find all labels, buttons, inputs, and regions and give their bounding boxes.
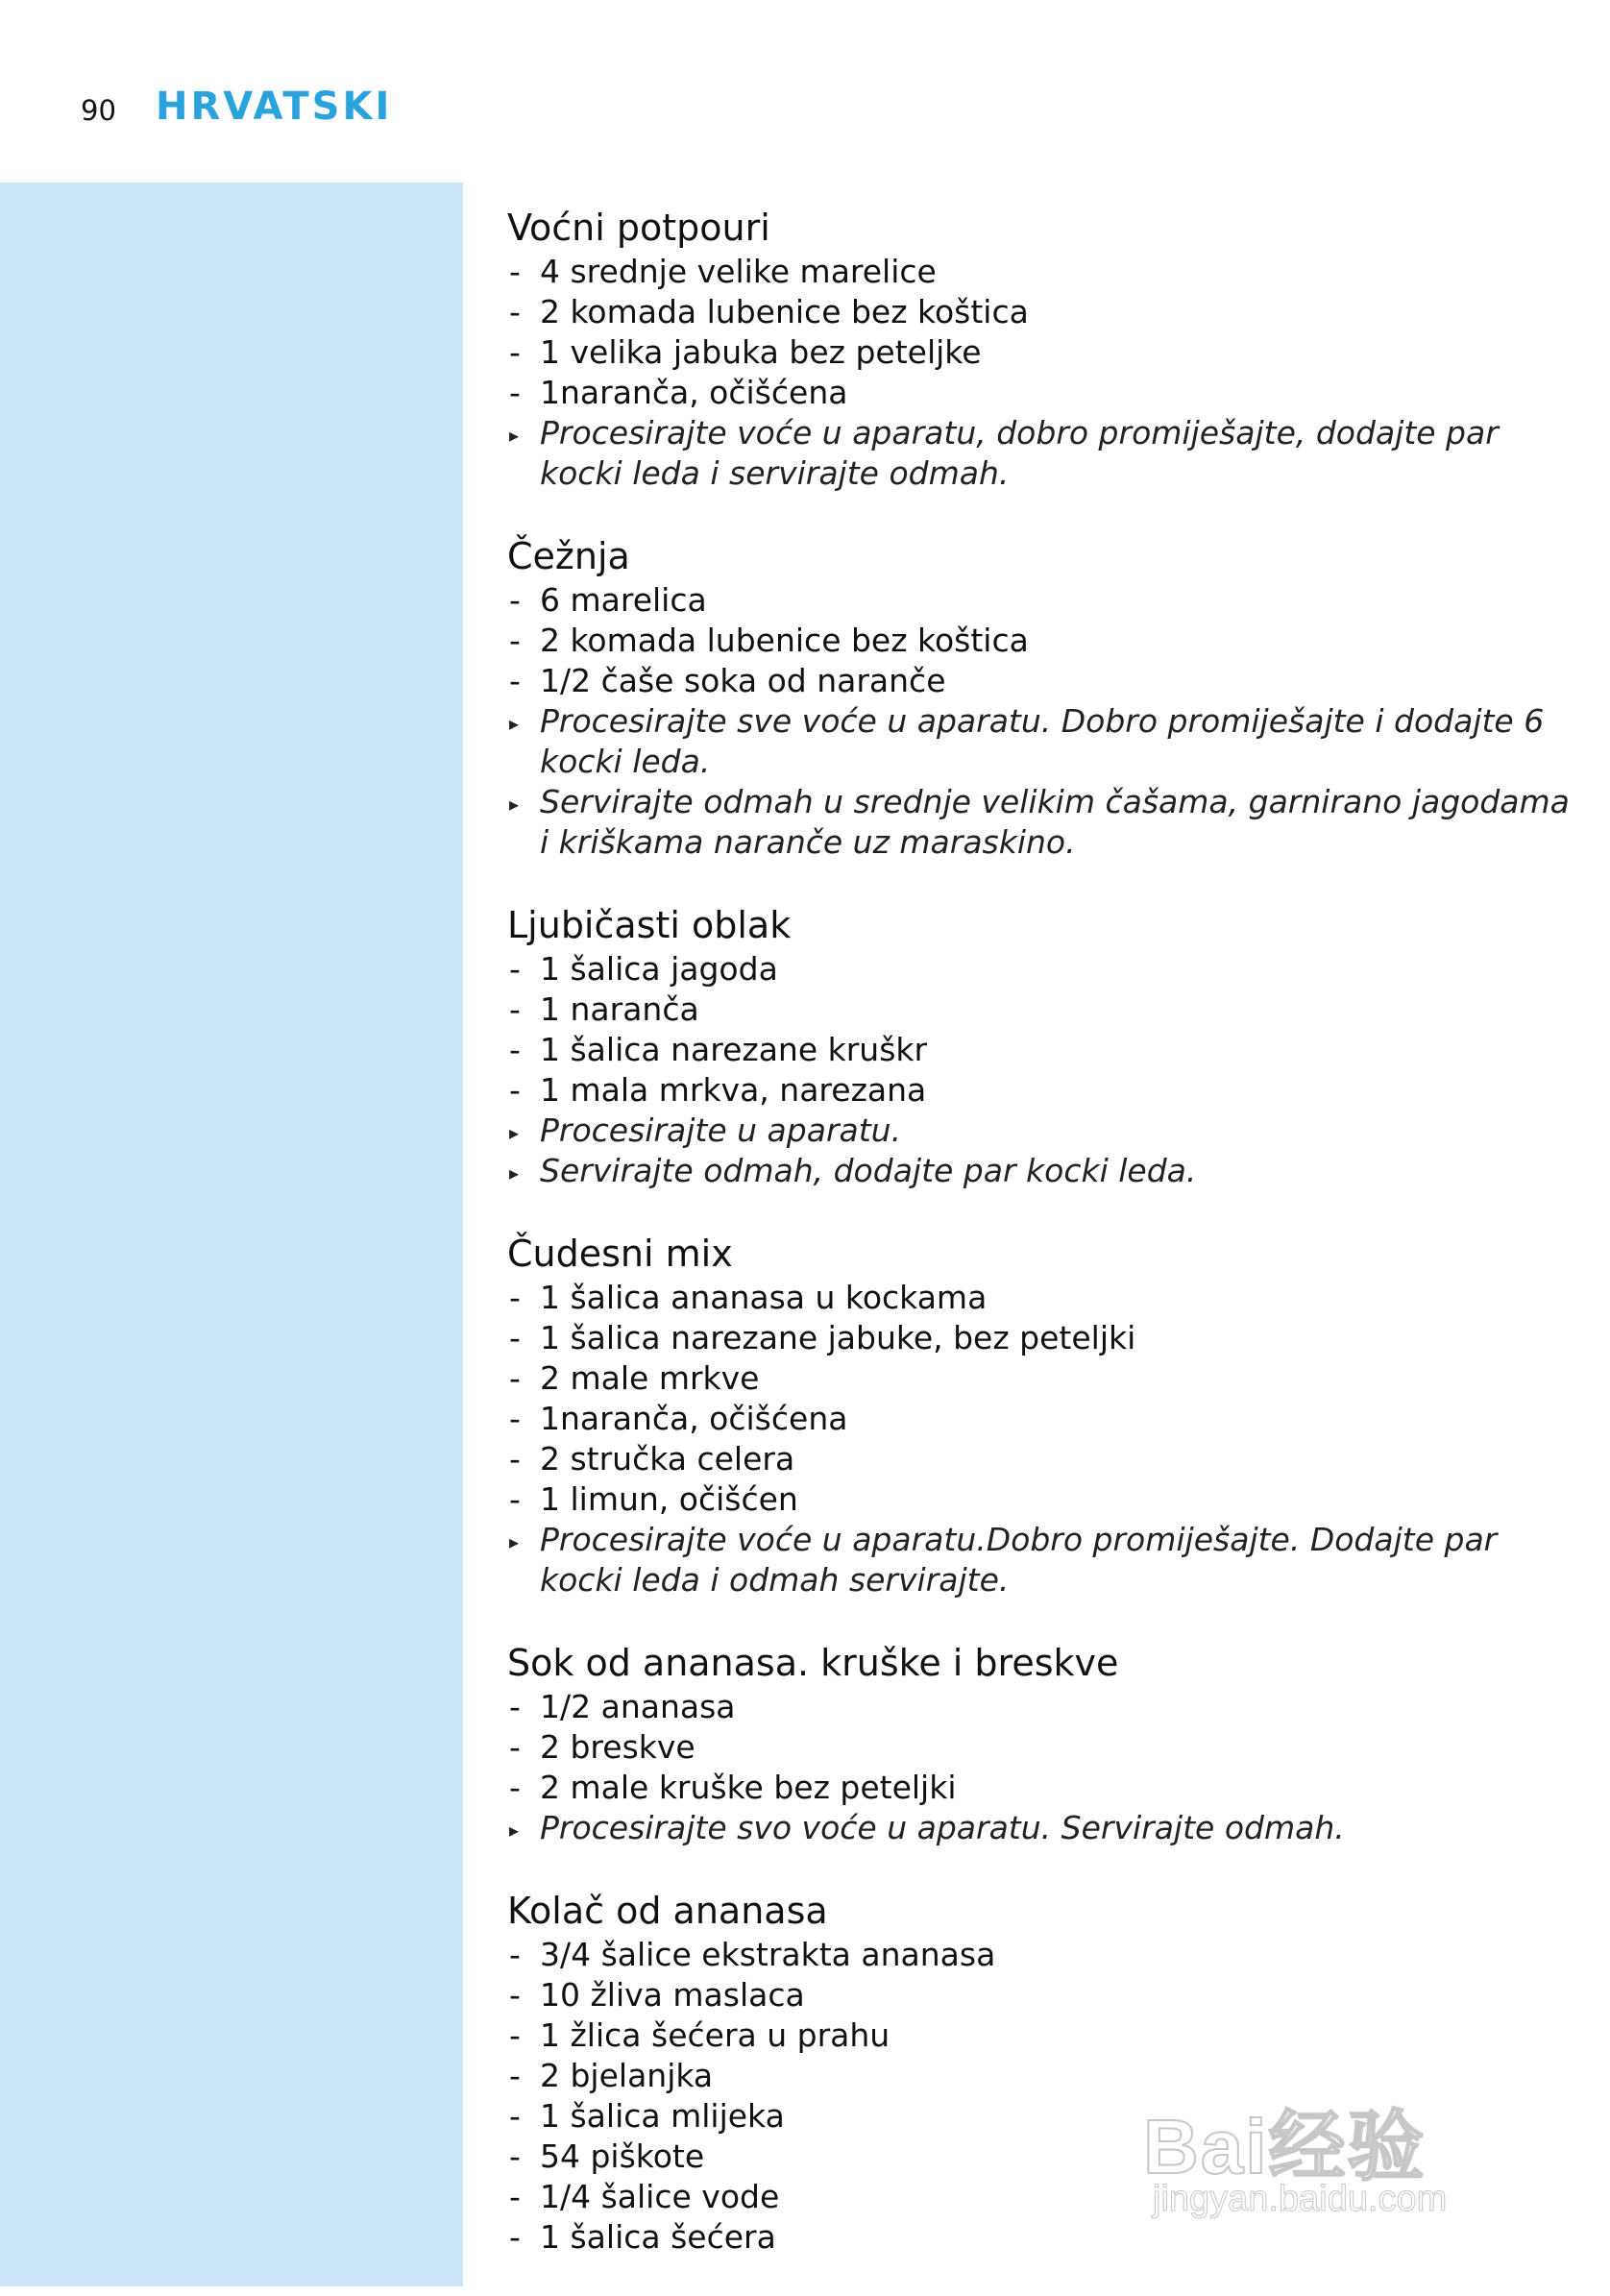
dash-marker: - (509, 2218, 521, 2256)
dash-marker: - (509, 333, 521, 371)
dash-marker: - (509, 1400, 521, 1437)
ingredient-item: - 1 mala mrkva, narezana (509, 1071, 927, 1109)
triangle-bullet-icon: ▸ (509, 793, 520, 816)
triangle-bullet-icon: ▸ (509, 1530, 520, 1553)
dash-marker: - (509, 2016, 521, 2054)
dash-marker: - (509, 1071, 521, 1109)
dash-marker: - (509, 1976, 521, 2014)
ingredient-item: - 1/2 ananasa (509, 1688, 736, 1725)
ingredient-item: - 2 male mrkve (509, 1359, 760, 1397)
dash-marker: - (509, 1319, 521, 1356)
ingredient-item: - 1 velika jabuka bez peteljke (509, 333, 982, 371)
ingredient-item: - 10 žliva maslaca (509, 1976, 805, 2014)
section-title: HRVATSKI (156, 85, 393, 129)
ingredient-item: - 1 šalica šećera (509, 2218, 776, 2256)
ingredient-item: - 1 šalica mlijeka (509, 2097, 785, 2135)
ingredient-item: - 4 srednje velike marelice (509, 253, 937, 290)
dash-marker: - (509, 293, 521, 330)
triangle-bullet-icon: ▸ (509, 1121, 520, 1144)
baidu-watermark-logo (1143, 2085, 1547, 2229)
dash-marker: - (509, 2137, 521, 2175)
dash-marker: - (509, 662, 521, 699)
side-color-band (0, 183, 463, 2286)
dash-marker: - (509, 1769, 521, 1806)
watermark-url: jingyan.baidu.com (1153, 2179, 1448, 2219)
dash-marker: - (509, 1440, 521, 1478)
ingredient-item: - 54 piškote (509, 2137, 705, 2175)
triangle-bullet-icon: ▸ (509, 1819, 520, 1842)
ingredient-item: - 1 naranča (509, 990, 699, 1028)
ingredient-item: - 1naranča, očišćena (509, 1400, 848, 1437)
triangle-bullet-icon: ▸ (509, 1161, 520, 1185)
ingredient-item: - 2 komada lubenice bez koštica (509, 293, 1029, 330)
recipe-content (507, 204, 1583, 2296)
ingredient-item: - 1/2 čaše soka od naranče (509, 662, 946, 699)
dash-marker: - (509, 1936, 521, 1973)
dash-marker: - (509, 622, 521, 659)
ingredient-item: - 2 komada lubenice bez koštica (509, 622, 1029, 659)
dash-marker: - (509, 1359, 521, 1397)
ingredient-item: - 2 bjelanjka (509, 2057, 714, 2094)
recipe-title: Voćni potpouri (507, 207, 770, 249)
ingredient-item: - 1 šalica narezane jabuke, bez peteljki (509, 1319, 1136, 1356)
ingredient-item: - 3/4 šalice ekstrakta ananasa (509, 1936, 996, 1973)
ingredient-item: - 2 male kruške bez peteljki (509, 1769, 957, 1806)
instruction-step: ▸ Procesirajte u aparatu. (507, 1111, 1583, 1151)
dash-marker: - (509, 1480, 521, 1518)
recipe-title: Čudesni mix (507, 1233, 733, 1275)
dash-marker: - (509, 990, 521, 1028)
recipe (507, 204, 1583, 494)
dash-marker: - (509, 1031, 521, 1068)
instruction-step: ▸ Procesirajte voće u aparatu.Dobro promiješajte. Dodajte par kocki leda i odmah servirajte. (509, 1521, 1498, 1599)
ingredient-item: - 1naranča, očišćena (509, 374, 848, 411)
page-number: 90 (81, 94, 116, 127)
triangle-bullet-icon: ▸ (509, 712, 520, 735)
instruction-step: ▸ Procesirajte svo voće u aparatu. Servirajte odmah. (507, 1808, 1583, 1848)
dash-marker: - (509, 2097, 521, 2135)
ingredient-item: - 6 marelica (509, 581, 707, 619)
dash-marker: - (509, 2178, 521, 2215)
instruction-step: ▸ Procesirajte voće u aparatu, dobro promiješajte, dodajte par kocki leda i servirajte odmah. (509, 414, 1499, 492)
instruction-step: ▸ Servirajte odmah u srednje velikim čašama, garnirano jagodama i kriškama naranče uz maraskino. (509, 783, 1570, 861)
dash-marker: - (509, 1688, 521, 1725)
dash-marker: - (509, 1728, 521, 1766)
recipe-title: Ljubičasti oblak (507, 904, 792, 946)
recipe (507, 1230, 1583, 1600)
ingredient-item: - 1 žlica šećera u prahu (509, 2016, 890, 2054)
recipe (507, 901, 1583, 1191)
ingredient-item: - 2 breskve (509, 1728, 695, 1766)
ingredient-item: - 1 šalica jagoda (509, 950, 778, 988)
dash-marker: - (509, 374, 521, 411)
recipe (507, 1639, 1583, 1848)
instruction-step: ▸ Procesirajte sve voće u aparatu. Dobro promiješajte i dodajte 6 kocki leda. (509, 702, 1545, 780)
dash-marker: - (509, 581, 521, 619)
ingredient-item: - 1 šalica ananasa u kockama (509, 1279, 988, 1316)
dash-marker: - (509, 253, 521, 290)
recipe (507, 532, 1583, 863)
triangle-bullet-icon: ▸ (509, 424, 520, 447)
dash-marker: - (509, 950, 521, 988)
ingredient-item: - 1 limun, očišćen (509, 1480, 798, 1518)
recipe-title: Kolač od ananasa (507, 1890, 828, 1932)
recipe-title: Čežnja (507, 535, 630, 577)
ingredient-item: - 1/4 šalice vode (509, 2178, 780, 2215)
ingredient-item: - 2 stručka celera (509, 1440, 795, 1478)
recipe-title: Sok od ananasa. kruške i breskve (507, 1642, 1119, 1684)
watermark-text: Bai经验 (1143, 2104, 1427, 2189)
ingredient-item: - 1 šalica narezane kruškr (509, 1031, 928, 1068)
instruction-step: ▸ Servirajte odmah, dodajte par kocki leda. (507, 1151, 1583, 1191)
dash-marker: - (509, 2057, 521, 2094)
dash-marker: - (509, 1279, 521, 1316)
